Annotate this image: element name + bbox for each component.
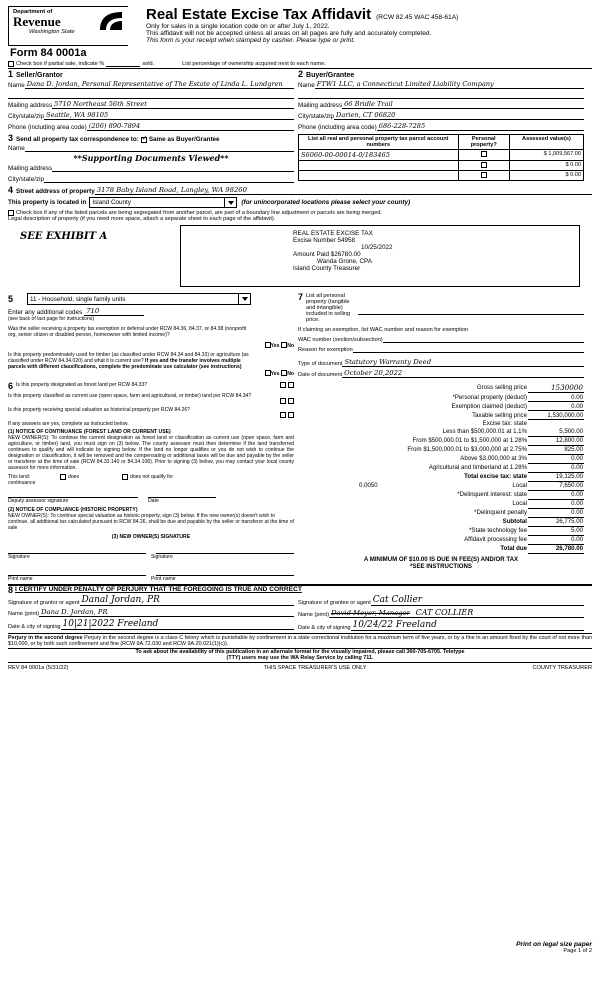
parcel-assessed-value[interactable]: $ 0.00 <box>509 161 583 171</box>
use-code-select[interactable] <box>27 293 251 305</box>
section5-number: 5 <box>8 293 14 304</box>
revision-number: REV 84 0001a (5/31/22) <box>8 665 69 671</box>
gross-selling-price-label: Gross selling price <box>476 383 527 391</box>
street-address-label: Street address of property <box>16 188 95 195</box>
additional-codes-note: (see back of last page for instructions) <box>8 316 95 322</box>
yes-label-2: Yes <box>270 371 280 377</box>
delinquent-interest-state-label: *Delinquent interest: state <box>457 491 527 498</box>
personal-property-list-input[interactable] <box>358 293 584 315</box>
section8-number: 8 <box>8 585 14 595</box>
certification-section <box>8 586 592 595</box>
continuance-paragraph: NEW OWNER(S): To continue the current designation as forest land or classification as current use (open space, farm and agriculture, or timber) land, you must sign on (3) below. The county assessor must then determine if the land transferred continues to qualify and will indicate by signing below. If the land no longer qualifies or you do not wish to continue the designation or classification, it will be removed and the compensating or additional taxes will be due and payable by the seller or transferor at the time of sale (RCW 84.33.140 or 84.34.108). Prior to signing (3) below, you may contact your local county assessor for more information. <box>8 435 294 471</box>
table-row <box>298 472 584 481</box>
wac-number-input[interactable] <box>383 335 584 343</box>
corr-mailing-label: Mailing address <box>8 165 53 172</box>
stamp-date: 10/25/2022 <box>361 244 393 251</box>
excise-tax-table <box>298 382 584 554</box>
stamp-line-2: Excise Number 54958 <box>293 237 355 244</box>
buyer-number: 2 <box>298 69 304 79</box>
compliance-heading: (2) NOTICE OF COMPLIANCE (HISTORIC PROPERTY) <box>8 507 138 513</box>
doc-date-label: Date of document <box>298 372 343 378</box>
table-row <box>298 463 584 472</box>
parcel-table <box>298 134 584 181</box>
deputy-assessor-date-input[interactable] <box>148 490 216 498</box>
certification-heading: I CERTIFY UNDER PENALTY OF PERJURY THAT THE FOREGOING IS TRUE AND CORRECT <box>15 586 302 593</box>
stamp-treasurer-name: Wanda Grone, CPA <box>317 258 372 265</box>
total-due-value: 26,780.00 <box>528 544 584 553</box>
subtotal-value: 26,775.00 <box>528 517 584 526</box>
deferral-question: Was the seller receiving a property tax exemption or deferral under RCW 84.36, 84.37, or 84.38 (nonprofit org, senior citizen or disabled person, homeowner with limited income)? <box>8 326 247 338</box>
gross-selling-price-value[interactable]: 1530000 <box>528 382 584 393</box>
seller-phone-input[interactable]: (206) 890-7894 <box>87 122 294 131</box>
footer-row <box>8 665 592 671</box>
table-row <box>299 161 584 171</box>
this-land-label: This land: <box>8 474 31 480</box>
table-row <box>298 454 584 463</box>
grantee-signature-label: Signature of grantee or agent <box>298 600 371 606</box>
parcel-number-input[interactable] <box>299 171 459 181</box>
grantee-printname-input[interactable]: David Meyer, Manager <box>331 609 410 617</box>
corr-name-label: Name <box>8 145 25 152</box>
perjury-note: Perjury in the second degree Perjury in the second degree is a class C felony which is punishable by confinement in a state correctional institution for a maximum term of five years, or by a fine in an amount fixed by the court of not more than $10,000, or by both such confinement and fine (RCW 9A.72.030 and RCW 9A.20.021(1)(c)). <box>8 635 593 647</box>
parcel-col-assessed: Assessed value(s) <box>509 135 583 150</box>
same-as-buyer-checkbox[interactable] <box>141 137 147 143</box>
ada-note-2: (TTY) users may use the WA Relay Service by calling 711. <box>226 655 374 661</box>
deputy-date-label: Date <box>148 498 159 504</box>
seller-heading: Seller/Grantor <box>16 72 63 79</box>
taxable-selling-price-value: 1,530,000.00 <box>528 411 584 420</box>
grantor-date-label: Date & city of signing <box>8 624 61 630</box>
bracket-2-value: 12,800.00 <box>528 436 584 445</box>
personal-property-list-label: List all personal property (tangible and intangible) included in selling price. <box>306 293 351 323</box>
table-row <box>298 428 584 437</box>
timber-question-note: If yes and the transfer involves multiple parcels with different classifications, complete the predominate use calculator (see instructions) <box>8 358 242 370</box>
does-label: does <box>68 474 80 480</box>
table-row <box>298 517 584 526</box>
header-sub-3: This form is your receipt when stamped by cashier. Please type or print. <box>146 37 356 44</box>
partial-sale-label: Check box if partial sale, indicate % <box>16 61 105 67</box>
grantee-printname-label: Name (print) <box>298 612 330 618</box>
delinquent-penalty-label: *Delinquent penalty <box>474 509 527 516</box>
new-owner-signature-2-input[interactable] <box>156 546 294 554</box>
sold-label: sold. <box>142 61 155 67</box>
additional-codes-label: Enter any additional codes <box>8 309 83 316</box>
personal-property-deduct-label: *Personal property (deduct) <box>452 393 527 401</box>
personal-property-checkbox[interactable] <box>481 162 487 168</box>
doc-type-input[interactable]: Statutory Warranty Deed <box>342 358 584 367</box>
forest-no-checkbox[interactable] <box>288 382 294 388</box>
forest-yes-checkbox[interactable] <box>280 382 286 388</box>
grantor-signature-input[interactable]: Danal Jordan, PR <box>80 595 294 606</box>
table-row <box>299 171 584 181</box>
personal-property-checkbox[interactable] <box>481 172 487 178</box>
table-row <box>298 535 584 544</box>
seller-citystate-input[interactable]: Seattle, WA 98105 <box>44 111 294 120</box>
affidavit-processing-fee-value: 0.00 <box>528 535 584 544</box>
doc-type-label: Type of document <box>298 361 343 367</box>
supporting-docs-note: **Supporting Documents Viewed** <box>73 153 229 163</box>
additional-codes-input[interactable]: 710 <box>84 307 144 316</box>
local-label: Local <box>512 482 527 489</box>
street-address-input[interactable]: 3178 Baby Island Road, Langley, WA 98260 <box>95 186 592 195</box>
reason-exemption-input[interactable] <box>353 345 584 353</box>
deputy-assessor-signature-input[interactable] <box>8 490 138 498</box>
no-label: No <box>287 343 294 349</box>
buyer-phone-input[interactable]: 686-228-7285 <box>377 122 584 131</box>
state-technology-fee-label: *State technology fee <box>469 527 527 534</box>
buyer-citystate-label: City/state/zip <box>298 113 335 120</box>
excise-tax-state-value <box>528 420 584 428</box>
personal-property-deduct-value[interactable]: 0.00 <box>528 393 584 402</box>
delinquent-interest-local-label: Local <box>512 500 527 507</box>
seller-name-input[interactable]: Dana D. Jordan, Personal Representative of The Estate of Linda L. Lundgren <box>25 80 294 89</box>
grantor-printname-label: Name (print) <box>8 611 40 617</box>
use-code-section <box>8 293 294 305</box>
does-not-label: does not qualify for <box>130 474 174 480</box>
county-note: (for unincorporated locations please select your county) <box>241 199 411 206</box>
minimum-due-note: A MINIMUM OF $10.00 IS DUE IN FEE(S) AND/OR TAX <box>363 555 519 563</box>
state-technology-fee-value: 5.00 <box>528 526 584 535</box>
new-owner-printname-1-input[interactable] <box>8 568 146 576</box>
bracket-3-label: From $1,500,000.01 to $3,000,000 at 2.75% <box>407 446 527 453</box>
doc-date-input[interactable]: October 20,2022 <box>342 369 584 378</box>
personal-property-checkbox[interactable] <box>481 151 487 157</box>
county-select[interactable] <box>89 197 237 208</box>
same-as-buyer-label: Same as Buyer/Grantee <box>148 136 220 143</box>
buyer-citystate-input[interactable]: Darien, CT 06820 <box>334 111 584 120</box>
wac-number-label: WAC number (section/subsection) <box>298 337 383 343</box>
section6-number: 6 <box>8 381 14 391</box>
revenue-mark-icon <box>98 10 124 32</box>
corr-citystate-label: City/state/zip <box>8 176 45 183</box>
legal-description-value: SEE EXHIBIT A <box>20 231 108 242</box>
stamp-treasurer-title: Island County Treasurer <box>293 265 361 272</box>
table-row <box>298 402 584 411</box>
parcel-assessed-value[interactable]: $ 1,009,567.00 <box>509 150 583 161</box>
parcel-table-wrap <box>298 134 584 183</box>
table-row <box>298 436 584 445</box>
affidavit-processing-fee-label: Affidavit processing fee <box>464 536 527 543</box>
partial-sale-checkbox[interactable] <box>8 61 14 67</box>
parcel-number-input[interactable]: S6060-00-00014-0/183465 <box>299 150 459 161</box>
table-row <box>298 526 584 535</box>
delinquent-interest-state-value: 0.00 <box>528 490 584 499</box>
grantee-date-label: Date & city of signing <box>298 625 351 631</box>
seller-number: 1 <box>8 69 14 79</box>
historic-yes-checkbox[interactable] <box>280 412 286 418</box>
forest-land-question: Is this property designated as forest land per RCW 84.33? <box>16 382 148 388</box>
signature-label-2: Signature <box>151 554 173 560</box>
new-owner-signature-heading: (3) NEW OWNER(S) SIGNATURE <box>111 534 191 540</box>
reason-exemption-label: Reason for exemption <box>298 347 353 353</box>
agency-logo <box>8 6 128 46</box>
print-legal-note: Print on legal size paper <box>516 941 592 948</box>
located-in-label: This property is located in <box>8 199 87 206</box>
land-does-checkbox[interactable] <box>60 474 66 480</box>
signature-label-1: Signature <box>8 554 30 560</box>
form-number: Form 84 0001a <box>10 47 87 59</box>
parcel-col-numbers: List all real and personal property tax parcel account numbers <box>299 135 459 150</box>
no-label-2: No <box>287 371 294 377</box>
buyer-mailing-input[interactable]: 66 Bridle Trail <box>342 100 584 109</box>
state-label: Washington State <box>29 29 75 35</box>
ag-timber-label: Agricultural and timberland at 1.28% <box>428 464 527 471</box>
new-owner-signature-1-input[interactable] <box>8 546 146 554</box>
new-owner-printname-2-input[interactable] <box>156 568 294 576</box>
treasurer-use-label: THIS SPACE TREASURER'S USE ONLY <box>263 665 367 671</box>
currentuse-no-checkbox[interactable] <box>288 398 294 404</box>
timber-question: Is this property predominately used for timber (as classified under RCW 84.34 and 84.33) or agriculture (as classified under RCW 84.34.020) and what it is current use? <box>8 352 249 364</box>
dept-label: Department of <box>13 9 53 15</box>
grantee-date-input[interactable]: 10/24/22 Freeland <box>351 620 584 631</box>
seller-mailing-label: Mailing address <box>8 102 53 109</box>
correspondence-section <box>8 134 294 183</box>
page-number: Page 1 of 2 <box>563 948 592 954</box>
legal-description-label: Legal description of property (if you need more space, attach a separate sheet to each page of the affidavit). <box>8 216 276 222</box>
buyer-section <box>298 70 584 131</box>
grantor-date-input[interactable]: 10|21|2022 Freeland <box>61 619 294 630</box>
header-sub-1: Only for sales in a single location code on or after July 1, 2022. <box>146 23 330 30</box>
form-title-reference: (RCW 82.45 WAC 458-61A) <box>376 14 459 21</box>
treasurer-stamp <box>180 225 580 287</box>
seller-phone-label: Phone (including area code) <box>8 124 87 131</box>
county-treasurer-label: COUNTY TREASURER <box>532 665 592 671</box>
table-row <box>299 150 584 161</box>
bracket-4-value: 0.00 <box>528 454 584 463</box>
stamp-amount: Amount Paid $26780.00 <box>293 251 361 258</box>
excise-tax-state-label: Excise tax: state <box>482 420 527 427</box>
delinquent-interest-local-value: 0.00 <box>528 499 584 508</box>
revenue-label: Revenue <box>13 14 61 29</box>
section3-number: 3 <box>8 133 14 143</box>
bracket-4-label: Above $3,000,000 at 3% <box>460 455 527 462</box>
total-excise-state-label: Total excise tax: state <box>464 473 527 480</box>
exemption-claimed-label: Exemption claimed (deduct) <box>451 402 527 410</box>
table-row <box>298 411 584 420</box>
stamp-line-1: REAL ESTATE EXCISE TAX <box>293 230 373 237</box>
historic-no-checkbox[interactable] <box>288 412 294 418</box>
printname-label-1: Print name <box>8 576 33 582</box>
partial-sale-percent-input[interactable] <box>106 66 140 67</box>
bracket-1-value: 5,500.00 <box>528 428 584 437</box>
chevron-down-icon[interactable] <box>238 294 248 304</box>
parcel-number-input[interactable] <box>299 161 459 171</box>
see-instructions-note: *SEE INSTRUCTIONS <box>410 562 472 570</box>
subtotal-label: Subtotal <box>502 518 527 525</box>
current-use-question: Is this property classified as current use (open space, farm and agricultural, or timber) land per RCW 84.34? <box>8 393 252 399</box>
ownership-pct-note: List percentage of ownership acquired next to each name. <box>182 61 326 67</box>
bracket-2-label: From $500,000.01 to $1,500,000 at 1.28% <box>412 437 527 444</box>
section4-number: 4 <box>8 185 14 195</box>
grantor-printname-input[interactable]: Dana D. Jordan, PR <box>39 608 294 617</box>
designation-section <box>8 382 294 582</box>
currentuse-yes-checkbox[interactable] <box>280 398 286 404</box>
table-row <box>298 382 584 393</box>
continuance-label: continuance <box>8 480 36 486</box>
seller-mailing-input[interactable]: 5710 Northeast 56th Street <box>52 100 294 109</box>
ag-timber-value: 0.00 <box>528 463 584 472</box>
section6-note: If any answers are yes, complete as instructed below. <box>8 421 129 427</box>
total-due-label: Total due <box>500 545 527 552</box>
table-row <box>298 481 584 490</box>
grantee-printname-handwritten: CAT COLLIER <box>415 608 474 617</box>
deputy-assessor-label: Deputy assessor signature <box>8 498 69 504</box>
property-address-section <box>8 186 592 222</box>
seller-section <box>8 70 294 131</box>
exemption-label: If claiming an exemption, list WAC number and reason for exemption <box>298 327 469 333</box>
local-rate-value: 0.0050 <box>359 482 378 489</box>
total-excise-state-value: 19,125.00 <box>528 472 584 481</box>
parcel-assessed-value[interactable]: $ 0.00 <box>509 171 583 181</box>
printname-label-2: Print name <box>151 576 176 582</box>
buyer-mailing-label: Mailing address <box>298 102 343 109</box>
continuance-heading: (1) NOTICE OF CONTINUANCE (FOREST LAND OR CURRENT USE) <box>8 429 171 435</box>
section3-label: Send all property tax correspondence to: <box>16 136 139 143</box>
buyer-name-label: Name <box>298 82 315 89</box>
delinquent-penalty-value: 0.00 <box>528 508 584 517</box>
form-header <box>8 6 592 59</box>
ada-note-1: To ask about the availability of this publication in an alternate format for the visually impaired, please call 360-705-6705. Teletype <box>135 649 465 655</box>
segregated-label: Check box if any of the listed parcels are being segregated from another parcel, are part of a boundary line adjustment or parcels are being merged. <box>16 210 382 216</box>
yes-label: Yes <box>270 343 280 349</box>
table-row <box>298 508 584 517</box>
use-code-value: 11 - Household, single family units <box>30 295 126 303</box>
county-select-value: Island County <box>92 199 131 206</box>
bracket-3-value: 825.00 <box>528 445 584 454</box>
local-value: 7,650.00 <box>528 481 584 490</box>
chevron-down-icon[interactable] <box>224 198 234 207</box>
exemption-claimed-value[interactable]: 0.00 <box>528 402 584 411</box>
form-title: Real Estate Excise Tax Affidavit <box>146 6 372 23</box>
table-row <box>298 420 584 428</box>
historic-question: Is this property receiving special valuation as historical property per RCW 84.26? <box>8 407 191 413</box>
buyer-phone-label: Phone (including area code) <box>298 124 377 131</box>
table-row <box>298 499 584 508</box>
table-row <box>298 393 584 402</box>
seller-citystate-label: City/state/zip <box>8 113 45 120</box>
grantor-signature-label: Signature of grantor or agent <box>8 600 80 606</box>
taxable-selling-price-label: Taxable selling price <box>472 411 527 419</box>
table-row <box>298 445 584 454</box>
buyer-heading: Buyer/Grantee <box>306 72 355 79</box>
parcel-col-personal: Personal property? <box>458 135 509 150</box>
bracket-1-label: Less than $500,000.01 at 1.1% <box>442 428 527 436</box>
buyer-name-input[interactable]: FTW1 LLC, a Connecticut Limited Liability Company <box>315 80 584 89</box>
table-row <box>298 490 584 499</box>
seller-name-label: Name <box>8 82 25 89</box>
grantee-signature-input[interactable]: Cat Collier <box>371 595 584 606</box>
table-row <box>298 544 584 553</box>
compliance-paragraph: NEW OWNER(S): To continue special valuation as historic property, sign (3) below. If the new owner(s) doesn't wish to continue, all additional tax calculated pursuant to RCW 84.26, shall be due and payable by the seller or transferor at the time of sale <box>8 513 294 531</box>
section7-number: 7 <box>298 292 304 302</box>
header-sub-2: This affidavit will not be accepted unless all areas on all pages are fully and accurately completed. <box>146 30 432 37</box>
land-does-not-checkbox[interactable] <box>122 474 128 480</box>
